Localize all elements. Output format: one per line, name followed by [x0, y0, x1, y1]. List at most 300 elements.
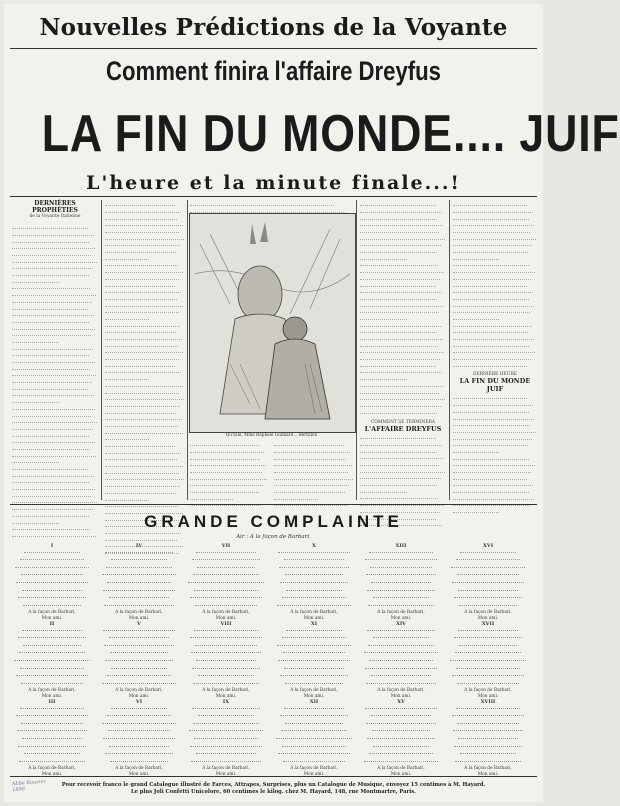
verse-number: XVIII [480, 699, 496, 705]
verse-line [448, 753, 528, 759]
text-line [360, 254, 407, 260]
verse-line [361, 630, 441, 636]
verse-line [361, 559, 441, 565]
column-subtitle: de la Voyante Italienne [29, 214, 81, 219]
text-line [12, 491, 91, 497]
verse-line [12, 652, 92, 658]
verse-refrain: Mon ami. [390, 693, 412, 699]
text-line [105, 260, 178, 266]
verse-refrain: Mon ami. [215, 771, 237, 777]
text-line [12, 370, 96, 376]
footer-line-2: Le plus Joli Confetti Unicolore, 60 centimes le kilog. chez M. Hayard, 148, rue Montmartre, Paris. [131, 788, 416, 795]
complainte-verse [12, 700, 92, 778]
text-line [12, 417, 97, 423]
text-line [360, 433, 436, 439]
complainte-verse [12, 622, 92, 700]
verse-line [186, 660, 266, 666]
text-line [190, 480, 263, 486]
verse-number: XVI [482, 543, 494, 549]
text-line [105, 307, 179, 313]
text-line [453, 354, 531, 360]
verse-line [274, 746, 354, 752]
text-line [105, 207, 181, 213]
text-line [274, 453, 346, 459]
text-line [360, 387, 439, 393]
headline-dreyfus: Comment finira l'affaire Dreyfus [106, 56, 441, 86]
verse-line [186, 637, 266, 643]
text-line [12, 457, 59, 463]
text-line [453, 307, 530, 313]
verse-refrain: A la façon de Barbari, [202, 688, 250, 694]
verse-line [448, 746, 528, 752]
verse-refrain: A la façon de Barbari, [290, 766, 338, 772]
verse-line [448, 723, 528, 729]
text-line [274, 487, 345, 493]
text-line [12, 477, 89, 483]
verse-line [99, 708, 179, 714]
verse-line [448, 645, 528, 651]
text-line [105, 280, 175, 286]
verse-line [12, 597, 92, 603]
text-line [12, 277, 59, 283]
text-line [12, 397, 59, 403]
text-line [105, 447, 181, 453]
verse-line [361, 738, 441, 744]
text-line [453, 294, 529, 300]
rule [10, 504, 537, 505]
text-line [360, 361, 436, 367]
verse-line [12, 675, 92, 681]
verse-line [186, 582, 266, 588]
verse-line [12, 738, 92, 744]
verse-line [186, 597, 266, 603]
text-line [274, 467, 348, 473]
text-line [105, 434, 149, 440]
box-title-dreyfus: L'AFFAIRE DREYFUS [364, 425, 442, 433]
verse-line [361, 652, 441, 658]
verse-line [274, 630, 354, 636]
verse-line [12, 660, 92, 666]
verse-number: XI [310, 621, 318, 627]
verse-line [361, 645, 441, 651]
verse-line [361, 597, 441, 603]
verse-refrain: Mon ami. [303, 771, 325, 777]
text-lines [190, 440, 268, 506]
text-line [360, 466, 445, 472]
column-separator [356, 200, 357, 500]
verse-line [12, 715, 92, 721]
text-line [360, 287, 442, 293]
verse-line [448, 597, 528, 603]
text-line [12, 250, 91, 256]
text-line [12, 337, 59, 343]
text-line [274, 440, 344, 446]
verse-line [448, 668, 528, 674]
text-line [360, 340, 438, 346]
complainte-verse [448, 544, 528, 622]
verse-line [361, 753, 441, 759]
engraving-illustration [189, 213, 356, 433]
text-line [453, 480, 533, 486]
verse-refrain: A la façon de Barbari, [464, 610, 512, 616]
column-separator [101, 200, 102, 500]
rule [10, 196, 537, 197]
verse-line [274, 675, 354, 681]
complainte-verse [12, 544, 92, 622]
text-line [453, 467, 531, 473]
verse-refrain: A la façon de Barbari, [377, 610, 425, 616]
complainte-verse [186, 700, 266, 778]
verse-line [186, 730, 266, 736]
text-line [360, 260, 438, 266]
verse-refrain: A la façon de Barbari, [115, 688, 163, 694]
text-line [360, 213, 437, 219]
rule [10, 48, 537, 49]
text-line [453, 334, 534, 340]
text-line [190, 447, 264, 453]
text-line [12, 303, 88, 309]
text-line [105, 367, 181, 373]
text-line [360, 347, 444, 353]
text-line [105, 381, 183, 387]
text-line [453, 314, 499, 320]
verse-refrain: A la façon de Barbari, [464, 766, 512, 772]
text-column-right [453, 200, 537, 500]
verse-refrain: Mon ami. [215, 615, 237, 621]
text-line [453, 240, 532, 246]
text-line [360, 280, 436, 286]
complainte-verse [274, 700, 354, 778]
text-line [105, 227, 179, 233]
text-line [360, 381, 443, 387]
verse-line [274, 708, 354, 714]
text-line [190, 200, 334, 206]
text-line [453, 287, 533, 293]
complainte-verse [186, 544, 266, 622]
verse-line [12, 637, 92, 643]
rule [10, 776, 537, 777]
text-line [453, 494, 534, 500]
text-line [12, 410, 91, 416]
text-line [360, 300, 443, 306]
text-line [190, 487, 259, 493]
verse-number: VIII [220, 621, 232, 627]
text-line [360, 354, 440, 360]
verse-line [186, 675, 266, 681]
text-line [453, 453, 529, 459]
verse-line [12, 582, 92, 588]
text-line [453, 267, 535, 273]
verse-line [274, 574, 354, 580]
text-line [12, 377, 92, 383]
verse-refrain: Mon ami. [41, 615, 63, 621]
text-line [360, 320, 441, 326]
text-line [12, 470, 94, 476]
text-line [190, 494, 233, 500]
text-line [12, 317, 89, 323]
text-line [453, 247, 528, 253]
verse-number: X [312, 543, 316, 549]
text-line [105, 267, 183, 273]
verse-refrain: Mon ami. [41, 693, 63, 699]
text-line [12, 263, 93, 269]
text-line [190, 453, 260, 459]
text-column-middle-low-left [190, 440, 268, 500]
broadside-sheet [4, 4, 620, 802]
verse-line [274, 590, 354, 596]
verse-refrain: A la façon de Barbari, [464, 688, 512, 694]
verse-line [12, 746, 92, 752]
verse-line [99, 559, 179, 565]
text-line [453, 254, 499, 260]
verse-line [274, 637, 354, 643]
verse-line [274, 668, 354, 674]
text-line [105, 387, 179, 393]
verse-line [12, 590, 92, 596]
text-line [360, 487, 407, 493]
verse-line [186, 645, 266, 651]
text-line [453, 447, 499, 453]
text-line [105, 334, 182, 340]
verse-line [448, 715, 528, 721]
text-line [12, 444, 90, 450]
verse-line [274, 738, 354, 744]
verse-line [448, 590, 528, 596]
verse-line [99, 746, 179, 752]
text-line [105, 407, 176, 413]
verse-line [186, 552, 266, 558]
verse-line [99, 675, 179, 681]
text-line [360, 493, 438, 499]
text-line [360, 220, 443, 226]
allegory-figures-icon [190, 214, 355, 432]
text-line [360, 314, 407, 320]
verse-refrain: Mon ami. [390, 615, 412, 621]
text-line [360, 367, 442, 373]
verse-number: III [48, 699, 56, 705]
verse-refrain: Mon ami. [390, 771, 412, 777]
verse-refrain: A la façon de Barbari, [115, 766, 163, 772]
text-line [12, 464, 88, 470]
text-line [360, 401, 441, 407]
text-line [12, 323, 95, 329]
text-line [12, 363, 90, 369]
verse-line [99, 652, 179, 658]
text-line [360, 233, 445, 239]
text-line [274, 460, 352, 466]
verse-line [186, 708, 266, 714]
column-title: DERNIÈRES PROPHÉTIES [32, 200, 78, 214]
text-line [12, 484, 95, 490]
text-line [105, 401, 180, 407]
verse-line [99, 753, 179, 759]
text-line [190, 460, 266, 466]
text-line [453, 361, 527, 367]
verse-line [186, 574, 266, 580]
verse-number: XIII [395, 543, 407, 549]
text-line [453, 280, 527, 286]
text-line [453, 340, 529, 346]
verse-number: II [49, 621, 55, 627]
text-line [105, 454, 177, 460]
text-line [360, 327, 437, 333]
text-lines [453, 393, 537, 513]
verse-refrain: Mon ami. [128, 693, 150, 699]
text-lines [12, 223, 98, 537]
text-line [105, 327, 176, 333]
text-line [360, 274, 440, 280]
verse-number: XV [397, 699, 405, 705]
text-line [105, 240, 180, 246]
text-line [360, 460, 439, 466]
headline-heure-finale: L'heure et la minute finale...! [86, 172, 461, 194]
text-line [12, 290, 96, 296]
verse-line [361, 582, 441, 588]
text-line [453, 460, 535, 466]
verse-line [274, 652, 354, 658]
text-line [105, 347, 183, 353]
text-line [360, 267, 444, 273]
text-column-2 [105, 200, 185, 500]
verse-line [12, 723, 92, 729]
verse-line [448, 630, 528, 636]
text-line [274, 480, 349, 486]
text-line [453, 327, 528, 333]
stamp-line-2: 1898 [12, 786, 26, 794]
complainte-verse [361, 544, 441, 622]
text-line [453, 320, 532, 326]
text-line [453, 420, 530, 426]
complainte-verse [274, 622, 354, 700]
verse-line [99, 738, 179, 744]
verse-line [361, 590, 441, 596]
verse-line [361, 567, 441, 573]
illustration-caption: Qu'Elle, Mme Raphaël Guimard... Bertillon [225, 432, 318, 437]
verse-line [274, 582, 354, 588]
verse-number: IX [222, 699, 230, 705]
verse-line [99, 723, 179, 729]
box-pre-heading: COMMENT SE TERMINERA [370, 420, 436, 425]
text-line [105, 274, 179, 280]
text-line [360, 227, 439, 233]
verse-refrain: Mon ami. [477, 771, 499, 777]
verse-line [448, 738, 528, 744]
text-lines [190, 200, 354, 213]
text-line [105, 300, 183, 306]
verse-line [12, 567, 92, 573]
text-line [12, 424, 93, 430]
column-separator [187, 200, 188, 500]
footer-advert [4, 782, 543, 795]
text-line [12, 330, 91, 336]
verse-line [186, 567, 266, 573]
text-lines [360, 200, 446, 414]
verse-refrain: Mon ami. [128, 771, 150, 777]
verse-number: XIV [395, 621, 407, 627]
text-line [360, 207, 442, 213]
verse-line [361, 675, 441, 681]
verse-number: VII [221, 543, 231, 549]
verse-line [12, 708, 92, 714]
text-line [453, 300, 534, 306]
text-line [453, 200, 527, 206]
text-line [12, 437, 95, 443]
text-line [453, 433, 532, 439]
text-line [105, 320, 180, 326]
complainte-verse [361, 622, 441, 700]
verse-line [448, 552, 528, 558]
text-line [453, 233, 536, 239]
verse-line [12, 559, 92, 565]
text-line [12, 430, 89, 436]
text-line [453, 274, 531, 280]
box-title-fin-du-monde: LA FIN DU MONDE JUIF [459, 377, 531, 394]
verse-refrain: A la façon de Barbari, [202, 766, 250, 772]
verse-refrain: Mon ami. [215, 693, 237, 699]
complainte-verse [99, 700, 179, 778]
text-line [105, 488, 176, 494]
headline-predictions: Nouvelles Prédictions de la Voyante [39, 14, 508, 41]
verse-refrain: Mon ami. [41, 771, 63, 777]
text-line [12, 497, 97, 503]
verse-line [99, 645, 179, 651]
verse-line [12, 645, 92, 651]
verse-line [99, 668, 179, 674]
text-line [360, 446, 437, 452]
verse-refrain: Mon ami. [477, 693, 499, 699]
text-line [360, 407, 437, 413]
verse-number: I [50, 543, 54, 549]
verse-line [99, 630, 179, 636]
text-column-4 [360, 200, 446, 500]
text-column-middle-low-right [274, 440, 354, 500]
verse-line [274, 730, 354, 736]
verse-refrain: A la façon de Barbari, [377, 688, 425, 694]
verse-refrain: A la façon de Barbari, [202, 610, 250, 616]
text-line [360, 394, 445, 400]
verse-refrain: A la façon de Barbari, [28, 688, 76, 694]
text-line [274, 494, 318, 500]
text-line [453, 227, 530, 233]
verse-number: XVII [481, 621, 495, 627]
text-line [453, 487, 529, 493]
verse-refrain: Mon ami. [477, 615, 499, 621]
text-line [360, 294, 437, 300]
verse-line [448, 574, 528, 580]
complainte-air: Air : A la façon de Barbari. [236, 534, 311, 540]
complainte-verse [361, 700, 441, 778]
verse-line [448, 559, 528, 565]
verse-line [274, 660, 354, 666]
complainte-verse [99, 622, 179, 700]
verse-line [361, 730, 441, 736]
complainte-verse [186, 622, 266, 700]
verse-number: V [137, 621, 141, 627]
text-line [360, 453, 443, 459]
verse-line [361, 723, 441, 729]
verse-line [274, 645, 354, 651]
text-line [12, 283, 90, 289]
text-line [105, 340, 178, 346]
verse-refrain: A la façon de Barbari, [28, 610, 76, 616]
text-line [453, 393, 527, 399]
text-line [190, 467, 262, 473]
verse-line [99, 574, 179, 580]
verse-refrain: A la façon de Barbari, [28, 766, 76, 772]
text-line [105, 233, 184, 239]
text-column-left [12, 200, 98, 500]
verse-line [448, 675, 528, 681]
